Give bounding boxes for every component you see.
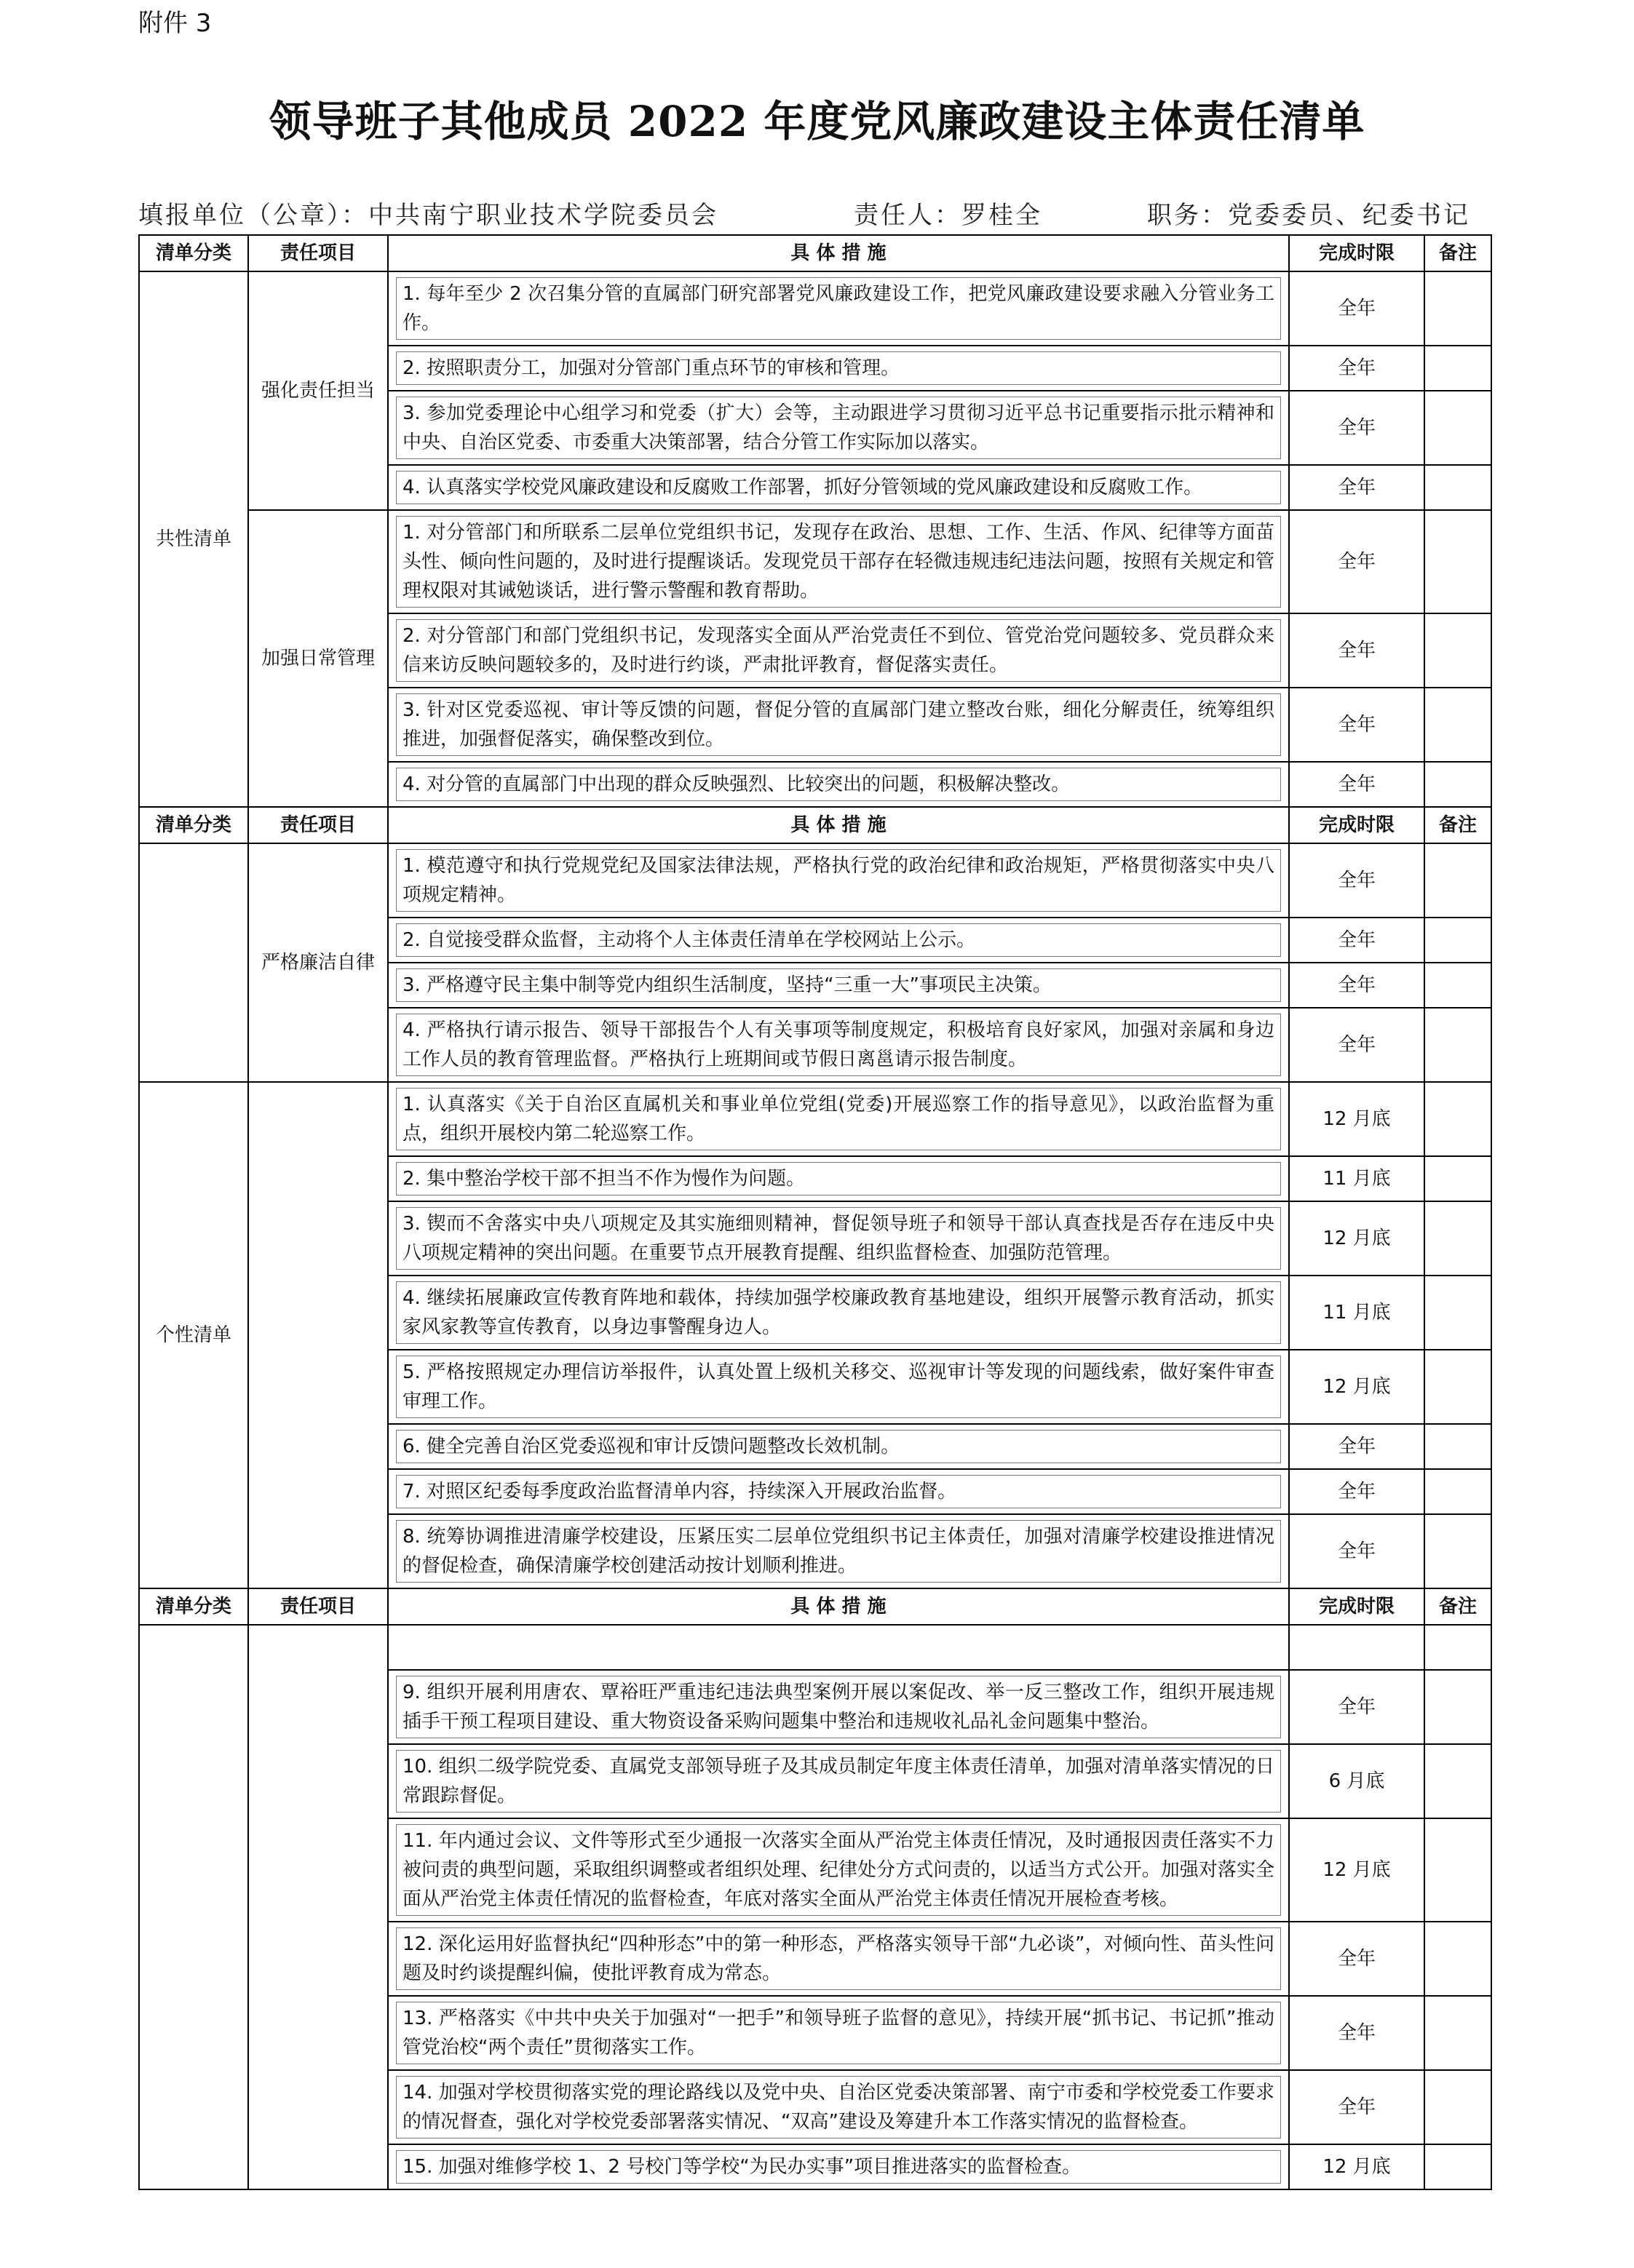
table-row <box>139 1082 1491 1156</box>
measure-text: 2. 自觉接受群众监督，主动将个人主体责任清单在学校网站上公示。 <box>396 923 1281 957</box>
deadline: 全年 <box>1289 465 1424 510</box>
header-category: 清单分类 <box>139 235 248 271</box>
item-daily-management: 加强日常管理 <box>248 510 388 807</box>
deadline-empty <box>1289 1625 1424 1670</box>
remark <box>1424 1424 1491 1469</box>
measure-text: 3. 严格遵守民主集中制等党内组织生活制度，坚持“三重一大”事项民主决策。 <box>396 968 1281 1002</box>
filing-unit: 填报单位（公章）：中共南宁职业技术学院委员会 <box>138 201 718 230</box>
table-row <box>139 271 1491 346</box>
remark <box>1424 391 1491 465</box>
deadline: 11 月底 <box>1289 1156 1424 1201</box>
remark <box>1424 613 1491 688</box>
measure-text: 3. 参加党委理论中心组学习和党委（扩大）会等，主动跟进学习贯彻习近平总书记重要指示批示精神和中央、自治区党委、市委重大决策部署，结合分管工作实际加以落实。 <box>396 397 1281 459</box>
measure-text: 1. 认真落实《关于自治区直属机关和事业单位党组(党委)开展巡察工作的指导意见》，以政治监督为重点，组织开展校内第二轮巡察工作。 <box>396 1088 1281 1150</box>
header-note: 备注 <box>1424 235 1491 271</box>
item-strengthen-responsibility: 强化责任担当 <box>248 271 388 510</box>
measure-empty <box>388 1625 1289 1670</box>
category-empty <box>139 1625 248 2189</box>
responsible-person: 责任人：罗桂全 <box>854 201 1042 230</box>
measure-text: 9. 组织开展利用唐农、覃裕旺严重违纪违法典型案例开展以案促改、举一反三整改工作，组织开展违规插手干预工程项目建设、重大物资设备采购问题集中整治和违规收礼品礼金问题集中整治。 <box>396 1676 1281 1738</box>
measure-text: 1. 每年至少 2 次召集分管的直属部门研究部署党风廉政建设工作，把党风廉政建设要求融入分管业务工作。 <box>396 277 1281 340</box>
measure-text: 4. 对分管的直属部门中出现的群众反映强烈、比较突出的问题，积极解决整改。 <box>396 768 1281 801</box>
deadline: 全年 <box>1289 1008 1424 1082</box>
item-empty <box>248 1625 388 2189</box>
item-strict-integrity: 严格廉洁自律 <box>248 843 388 1082</box>
remark <box>1424 843 1491 918</box>
attachment-label: 附件 3 <box>138 9 212 38</box>
remark <box>1424 1469 1491 1514</box>
remark <box>1424 1276 1491 1350</box>
deadline: 全年 <box>1289 843 1424 918</box>
deadline: 12 月底 <box>1289 1818 1424 1922</box>
remark <box>1424 1082 1491 1156</box>
deadline: 全年 <box>1289 613 1424 688</box>
remark <box>1424 1008 1491 1082</box>
header-time: 完成时限 <box>1289 1588 1424 1625</box>
deadline: 全年 <box>1289 1670 1424 1744</box>
remark <box>1424 1670 1491 1744</box>
remark <box>1424 1156 1491 1201</box>
header-measure: 具 体 措 施 <box>388 1588 1289 1625</box>
header-category: 清单分类 <box>139 807 248 843</box>
measure-text: 14. 加强对学校贯彻落实党的理论路线以及党中央、自治区党委决策部署、南宁市委和学校党委工作要求的情况督查，强化对学校党委部署落实情况、“双高”建设及筹建升本工作落实情况的监督检查。 <box>396 2076 1281 2138</box>
measure-text: 10. 组织二级学院党委、直属党支部领导班子及其成员制定年度主体责任清单，加强对清单落实情况的日常跟踪督促。 <box>396 1750 1281 1813</box>
remark <box>1424 2070 1491 2144</box>
remark <box>1424 346 1491 391</box>
category-individual: 个性清单 <box>139 1082 248 1588</box>
deadline: 全年 <box>1289 918 1424 963</box>
measure-text: 2. 集中整治学校干部不担当不作为慢作为问题。 <box>396 1162 1281 1195</box>
remark <box>1424 271 1491 346</box>
remark <box>1424 465 1491 510</box>
header-measure: 具 体 措 施 <box>388 807 1289 843</box>
table-row <box>139 843 1491 918</box>
deadline: 全年 <box>1289 688 1424 762</box>
measure-text: 7. 对照区纪委每季度政治监督清单内容，持续深入开展政治监督。 <box>396 1475 1281 1508</box>
header-row <box>139 807 1491 843</box>
remark <box>1424 1922 1491 1996</box>
header-measure: 具 体 措 施 <box>388 235 1289 271</box>
measure-text: 3. 针对区党委巡视、审计等反馈的问题，督促分管的直属部门建立整改台账，细化分解责任，统筹组织推进，加强督促落实，确保整改到位。 <box>396 693 1281 756</box>
remark <box>1424 2144 1491 2189</box>
measure-text: 4. 继续拓展廉政宣传教育阵地和载体，持续加强学校廉政教育基地建设，组织开展警示教育活动，抓实家风家教等宣传教育，以身边事警醒身边人。 <box>396 1281 1281 1344</box>
category-common: 共性清单 <box>139 271 248 807</box>
remark <box>1424 1350 1491 1424</box>
remark <box>1424 1996 1491 2070</box>
measure-text: 4. 严格执行请示报告、领导干部报告个人有关事项等制度规定，积极培育良好家风，加强对亲属和身边工作人员的教育管理监督。严格执行上班期间或节假日离邕请示报告制度。 <box>396 1014 1281 1076</box>
deadline: 全年 <box>1289 1996 1424 2070</box>
measure-text: 5. 严格按照规定办理信访举报件，认真处置上级机关移交、巡视审计等发现的问题线索，做好案件审查审理工作。 <box>396 1356 1281 1418</box>
measure-text: 11. 年内通过会议、文件等形式至少通报一次落实全面从严治党主体责任情况，及时通报因责任落实不力被问责的典型问题，采取组织调整或者组织处理、纪律处分方式问责的，以适当方式公开。加强对落实全面从严治党主体责任情况的监督检查，年底对落实全面从严治党主体责任情况开展检查考核。 <box>396 1824 1281 1916</box>
category-empty <box>139 843 248 1082</box>
remark <box>1424 1201 1491 1276</box>
header-row <box>139 1588 1491 1625</box>
header-note: 备注 <box>1424 807 1491 843</box>
remark <box>1424 510 1491 613</box>
header-item: 责任项目 <box>248 235 388 271</box>
header-item: 责任项目 <box>248 1588 388 1625</box>
responsibility-table <box>138 234 1492 2190</box>
deadline: 12 月底 <box>1289 2144 1424 2189</box>
deadline: 全年 <box>1289 2070 1424 2144</box>
remark <box>1424 918 1491 963</box>
remark <box>1424 688 1491 762</box>
measure-text: 12. 深化运用好监督执纪“四种形态”中的第一种形态，严格落实领导干部“九必谈”，对倾向性、苗头性问题及时约谈提醒纠偏，使批评教育成为常态。 <box>396 1927 1281 1990</box>
remark <box>1424 1625 1491 1670</box>
remark <box>1424 963 1491 1008</box>
deadline: 全年 <box>1289 1469 1424 1514</box>
measure-text: 15. 加强对维修学校 1、2 号校门等学校“为民办实事”项目推进落实的监督检查。 <box>396 2150 1281 2184</box>
measure-text: 2. 对分管部门和部门党组织书记，发现落实全面从严治党责任不到位、管党治党问题较多、党员群众来信来访反映问题较多的，及时进行约谈，严肃批评教育，督促落实责任。 <box>396 619 1281 682</box>
header-note: 备注 <box>1424 1588 1491 1625</box>
header-time: 完成时限 <box>1289 235 1424 271</box>
item-empty <box>248 1082 388 1588</box>
deadline: 全年 <box>1289 346 1424 391</box>
deadline: 12 月底 <box>1289 1350 1424 1424</box>
remark <box>1424 1818 1491 1922</box>
deadline: 全年 <box>1289 510 1424 613</box>
table-row <box>139 510 1491 613</box>
table-row <box>139 1625 1491 1670</box>
page-title: 领导班子其他成员 2022 年度党风廉政建设主体责任清单 <box>269 97 1365 146</box>
deadline: 全年 <box>1289 271 1424 346</box>
measure-text: 1. 对分管部门和所联系二层单位党组织书记，发现存在政治、思想、工作、生活、作风、纪律等方面苗头性、倾向性问题的，及时进行提醒谈话。发现党员干部存在轻微违规违纪违法问题，按照有关规定和管理权限对其诫勉谈话，进行警示警醒和教育帮助。 <box>396 516 1281 608</box>
deadline: 12 月底 <box>1289 1082 1424 1156</box>
measure-text: 13. 严格落实《中共中央关于加强对“一把手”和领导班子监督的意见》，持续开展“抓书记、书记抓”推动管党治校“两个责任”贯彻落实工作。 <box>396 2002 1281 2064</box>
deadline: 全年 <box>1289 963 1424 1008</box>
position: 职务：党委委员、纪委书记 <box>1147 201 1470 230</box>
deadline: 11 月底 <box>1289 1276 1424 1350</box>
header-item: 责任项目 <box>248 807 388 843</box>
deadline: 全年 <box>1289 391 1424 465</box>
remark <box>1424 1744 1491 1818</box>
measure-text: 4. 认真落实学校党风廉政建设和反腐败工作部署，抓好分管领域的党风廉政建设和反腐败工作。 <box>396 471 1281 504</box>
deadline: 全年 <box>1289 1424 1424 1469</box>
measure-text: 6. 健全完善自治区党委巡视和审计反馈问题整改长效机制。 <box>396 1430 1281 1463</box>
measure-text: 3. 锲而不舍落实中央八项规定及其实施细则精神，督促领导班子和领导干部认真查找是否存在违反中央八项规定精神的突出问题。在重要节点开展教育提醒、组织监督检查、加强防范管理。 <box>396 1207 1281 1270</box>
header-category: 清单分类 <box>139 1588 248 1625</box>
measure-text: 2. 按照职责分工，加强对分管部门重点环节的审核和管理。 <box>396 351 1281 385</box>
deadline: 12 月底 <box>1289 1201 1424 1276</box>
deadline: 6 月底 <box>1289 1744 1424 1818</box>
header-time: 完成时限 <box>1289 807 1424 843</box>
measure-text: 8. 统筹协调推进清廉学校建设，压紧压实二层单位党组织书记主体责任，加强对清廉学校建设推进情况的督促检查，确保清廉学校创建活动按计划顺利推进。 <box>396 1520 1281 1583</box>
remark <box>1424 762 1491 807</box>
remark <box>1424 1514 1491 1588</box>
header-row <box>139 235 1491 271</box>
deadline: 全年 <box>1289 1514 1424 1588</box>
measure-text: 1. 模范遵守和执行党规党纪及国家法律法规，严格执行党的政治纪律和政治规矩，严格贯彻落实中央八项规定精神。 <box>396 849 1281 912</box>
deadline: 全年 <box>1289 1922 1424 1996</box>
deadline: 全年 <box>1289 762 1424 807</box>
